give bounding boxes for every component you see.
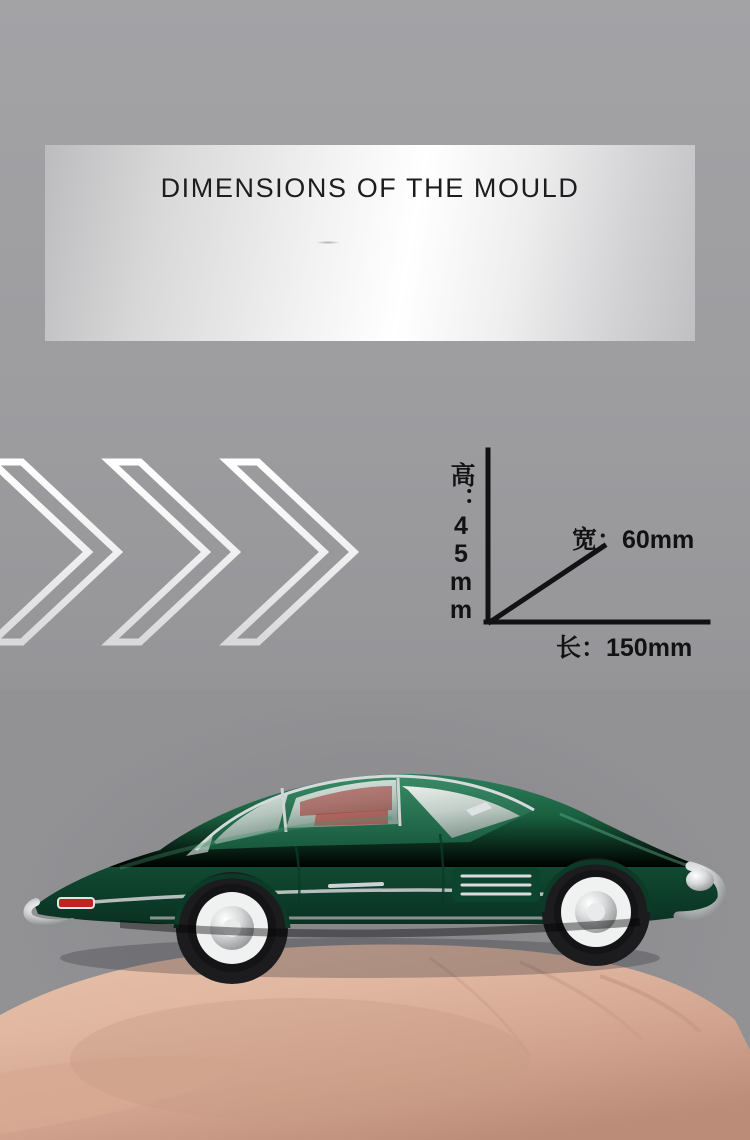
chevron-arrow: [0, 462, 118, 642]
dimension-height-label: 高：45mm: [447, 462, 475, 624]
chevron-decoration-group: [0, 450, 384, 655]
dimension-width-label: 宽：60mm: [572, 526, 695, 554]
title-banner: [45, 145, 695, 341]
chevron-arrow: [110, 462, 236, 642]
dimension-diagram: [420, 440, 740, 675]
banner-speck: [317, 241, 339, 244]
chevron-arrow: [228, 462, 354, 642]
side-vent: [452, 868, 540, 902]
dimension-length-label: 长：150mm: [556, 634, 693, 662]
product-photo: [0, 690, 750, 1140]
page-title: DIMENSIONS OF THE MOULD: [160, 173, 580, 203]
